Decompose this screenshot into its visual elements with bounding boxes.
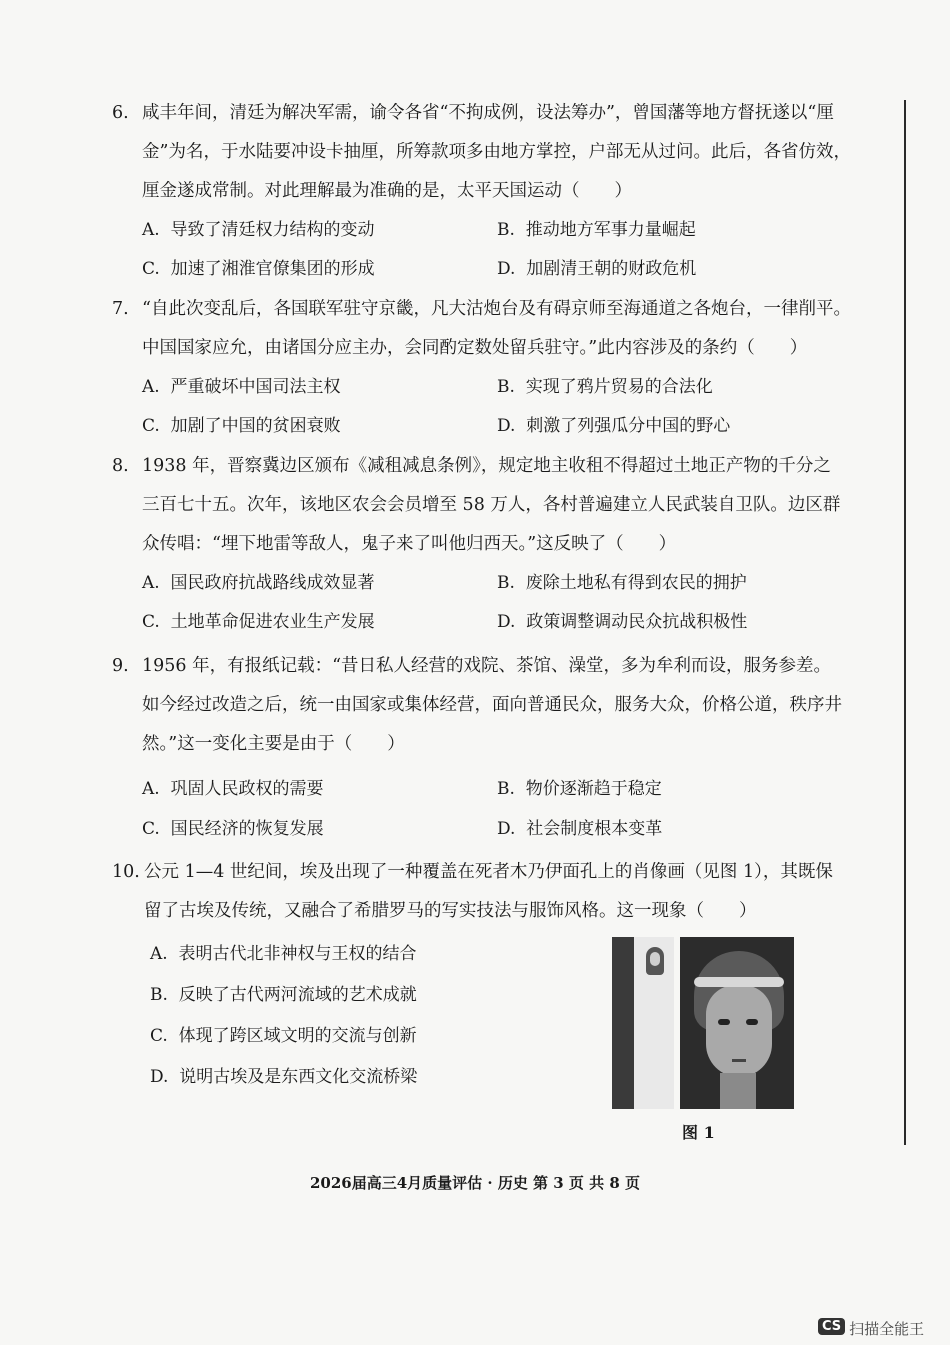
- scanner-logo-icon: CS: [818, 1318, 845, 1335]
- option-a[interactable]: A. 巩固人民政权的需要: [142, 779, 324, 799]
- figure-caption: 图 1: [682, 1123, 715, 1142]
- option-c[interactable]: C. 国民经济的恢复发展: [142, 819, 324, 839]
- option-b[interactable]: B. 推动地方军事力量崛起: [497, 220, 696, 240]
- mummy-portrait-figure: [612, 937, 794, 1109]
- question-text-line: 金”为名，于水陆要冲设卡抽厘，所筹款项多由地方掌控，户部无从过问。此后，各省仿效，: [142, 142, 851, 162]
- option-b[interactable]: B. 废除土地私有得到农民的拥护: [497, 573, 747, 593]
- option-d[interactable]: D. 说明古埃及是东西文化交流桥梁: [150, 1067, 418, 1087]
- question-9: [112, 647, 852, 764]
- question-number: 9.: [112, 656, 129, 676]
- option-d[interactable]: D. 社会制度根本变革: [497, 819, 663, 839]
- question-8: [112, 447, 852, 564]
- question-7: [112, 290, 852, 368]
- option-b[interactable]: B. 反映了古代两河流域的艺术成就: [150, 985, 417, 1005]
- question-number: 8.: [112, 456, 129, 476]
- question-text-line: 1956 年，有报纸记载：“昔日私人经营的戏院、茶馆、澡堂，多为牟利而设，服务参差。: [142, 656, 832, 676]
- question-10: [112, 853, 852, 931]
- option-b[interactable]: B. 物价逐渐趋于稳定: [497, 779, 662, 799]
- question-text-line: 留了古埃及传统，又融合了希腊罗马的写实技法与服饰风格。这一现象（ ）: [144, 901, 757, 921]
- question-text-line: “自此次变乱后，各国联军驻守京畿，凡大沽炮台及有碍京师至海通道之各炮台，一律削平。: [142, 299, 851, 319]
- question-text-line: 厘金遂成常制。对此理解最为准确的是，太平天国运动（ ）: [142, 181, 632, 201]
- portrait-image: [680, 937, 794, 1109]
- scanner-watermark: [818, 1318, 950, 1345]
- question-text-line: 三百七十五。次年，该地区农会会员增至 58 万人，各村普遍建立人民武装自卫队。边区群: [142, 495, 841, 515]
- question-text-line: 如今经过改造之后，统一由国家或集体经营，面向普通民众，服务大众，价格公道，秩序井: [142, 695, 842, 715]
- page-margin-line: [904, 100, 906, 1145]
- option-b[interactable]: B. 实现了鸦片贸易的合法化: [497, 377, 713, 397]
- page-footer: 2026届高三4月质量评估 · 历史 第 3 页 共 8 页: [309, 1174, 641, 1192]
- option-c[interactable]: C. 体现了跨区域文明的交流与创新: [150, 1026, 417, 1046]
- option-c[interactable]: C. 土地革命促进农业生产发展: [142, 612, 375, 632]
- question-text-line: 然。”这一变化主要是由于（ ）: [142, 734, 405, 754]
- option-a[interactable]: A. 国民政府抗战路线成效显著: [142, 573, 375, 593]
- question-number: 10.: [112, 862, 140, 882]
- option-c[interactable]: C. 加剧了中国的贫困衰败: [142, 416, 341, 436]
- option-c[interactable]: C. 加速了湘淮官僚集团的形成: [142, 259, 375, 279]
- portrait-face: [706, 985, 772, 1077]
- question-text-line: 咸丰年间，清廷为解决军需，谕令各省“不拘成例，设法筹办”，曾国藩等地方督抚遂以“厘: [142, 103, 834, 123]
- scanner-watermark-text: 扫描全能王: [849, 1320, 925, 1338]
- option-a[interactable]: A. 表明古代北非神权与王权的结合: [150, 944, 417, 964]
- question-6: [112, 94, 852, 211]
- question-text-line: 公元 1—4 世纪间，埃及出现了一种覆盖在死者木乃伊面孔上的肖像画（见图 1），其既保: [144, 862, 833, 882]
- question-text-line: 1938 年，晋察冀边区颁布《减租减息条例》，规定地主收租不得超过土地正产物的千分之: [142, 456, 831, 476]
- question-text-line: 中国国家应允，由诸国分应主办，会同酌定数处留兵驻守。”此内容涉及的条约（ ）: [142, 338, 808, 358]
- question-number: 6.: [112, 103, 129, 123]
- question-text-line: 众传唱：“埋下地雷等敌人，鬼子来了叫他归西天。”这反映了（ ）: [142, 534, 677, 554]
- option-d[interactable]: D. 加剧清王朝的财政危机: [497, 259, 697, 279]
- option-d[interactable]: D. 刺激了列强瓜分中国的野心: [497, 416, 731, 436]
- option-d[interactable]: D. 政策调整调动民众抗战积极性: [497, 612, 748, 632]
- portrait-headband: [694, 977, 784, 987]
- option-a[interactable]: A. 严重破坏中国司法主权: [142, 377, 341, 397]
- question-number: 7.: [112, 299, 129, 319]
- option-a[interactable]: A. 导致了清廷权力结构的变动: [142, 220, 375, 240]
- mummy-side-view: [612, 937, 634, 1109]
